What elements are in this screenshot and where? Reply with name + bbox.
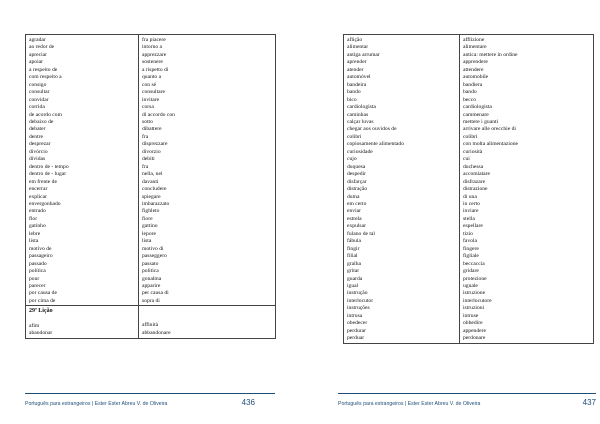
term-it: bandiera: [463, 81, 483, 88]
term-pt: caminhas: [347, 111, 369, 118]
term-it: interlocutore: [463, 297, 492, 304]
term-it: intruse: [463, 312, 479, 319]
term-it: spiegare: [142, 193, 161, 200]
table-row: [344, 35, 594, 344]
term-pt: atender: [347, 66, 364, 73]
term-it: quanto a: [142, 74, 162, 81]
term-pt: convidar: [29, 96, 49, 103]
term-it: attendere: [463, 66, 484, 73]
term-it: dibattere: [142, 126, 162, 133]
term-pt: instruções: [347, 305, 370, 312]
term-it: di una: [463, 193, 477, 200]
term-it: curiosità: [463, 148, 483, 155]
term-it: fra: [142, 133, 149, 140]
term-it: mettere i guanti: [463, 118, 499, 125]
term-pt: alimentar: [347, 44, 369, 51]
term-pt: interlocutor: [347, 297, 374, 304]
term-pt: aflição: [347, 37, 363, 43]
term-it: becco: [463, 96, 477, 103]
term-it: istruzione: [463, 290, 486, 297]
term-it: disfrazare: [463, 178, 486, 185]
term-pt: flor: [29, 215, 38, 222]
term-it: motivo di: [142, 245, 164, 252]
term-pt: ao redor de: [29, 44, 55, 51]
term-pt: bando: [347, 89, 361, 96]
term-pt: debaixo de: [29, 118, 54, 125]
term-pt: chegar aos ouvidos de: [347, 126, 397, 133]
term-it: gridare: [463, 268, 479, 275]
term-pt: instrução: [347, 290, 368, 297]
term-it: a rispetto di: [142, 66, 169, 73]
term-it: perdonare: [463, 335, 486, 342]
term-it: tizio: [463, 230, 473, 237]
term-pt: corrida: [29, 104, 45, 111]
term-it: sopra di: [142, 297, 160, 304]
term-pt: copiosamente alimentado: [347, 141, 405, 148]
term-pt: política: [29, 268, 46, 275]
term-it: apprendere: [463, 59, 488, 66]
term-pt: automóvel: [347, 74, 371, 81]
term-it: figliale: [463, 253, 479, 260]
term-pt: cujo: [347, 156, 357, 163]
term-pt: consultar: [29, 89, 50, 96]
term-pt: fingir: [347, 245, 360, 252]
term-it: protezione: [463, 275, 487, 282]
term-it: in certo: [463, 200, 480, 207]
term-pt: calçar luvas: [347, 118, 374, 125]
term-pt: motivo de: [29, 245, 52, 252]
term-pt: gatinho: [29, 223, 46, 230]
term-it: davanti: [142, 178, 159, 185]
term-pt: envergonhado: [29, 200, 61, 207]
page-footer: [25, 393, 275, 409]
term-pt: cardiologista: [347, 104, 376, 111]
term-pt: obedecer: [347, 320, 368, 327]
term-it: sostenere: [142, 59, 163, 66]
term-pt: em frente de: [29, 178, 57, 185]
lesson-cell-pt: [26, 306, 139, 338]
term-pt: divórcio: [29, 148, 48, 155]
term-it: cardiologista: [463, 104, 492, 111]
term-pt: guarda: [347, 275, 363, 282]
page-number: 437: [582, 398, 596, 407]
term-pt: perduar: [347, 335, 365, 342]
term-pt: disfarçar: [347, 178, 367, 185]
footer-text: Português para estrangeiros | Ester Ester Abreu V. de Oliveira: [338, 401, 481, 407]
term-it: favola: [463, 238, 477, 245]
term-pt: enviar: [347, 208, 361, 215]
term-it: invitare: [142, 96, 160, 103]
term-it: colibri: [463, 133, 478, 140]
term-it: antica: mettere in ordine: [463, 51, 518, 58]
term-it: uguale: [463, 282, 478, 289]
term-it: con molta alimentazione: [463, 141, 518, 148]
term-it: stella: [463, 215, 475, 222]
term-pt: passado: [29, 260, 47, 267]
portuguese-column: [26, 35, 139, 306]
term-it: bando: [463, 89, 477, 96]
term-it: per causa di: [142, 290, 169, 297]
term-it: fingere: [463, 245, 479, 252]
vocabulary-table-right: [343, 34, 594, 344]
term-it: distrazione: [463, 186, 488, 193]
term-pt: dentre: [29, 133, 43, 140]
term-pt: passageiro: [29, 253, 53, 260]
term-pt: encerrar: [29, 186, 48, 193]
term-it: duchessa: [463, 163, 484, 170]
term-pt: estrela: [347, 215, 362, 222]
term-it: concludere: [142, 186, 167, 193]
term-it: passato: [142, 260, 159, 267]
term-pt: apoiar: [29, 59, 43, 66]
term-pt: fábula: [347, 238, 361, 245]
term-pt: curiosidade: [347, 148, 373, 155]
term-pt: por causa de: [29, 290, 57, 297]
term-pt: perdurar: [347, 327, 366, 334]
term-pt: expulsar: [347, 223, 366, 230]
term-it: politica: [142, 268, 159, 275]
term-it: alimentare: [463, 44, 487, 51]
term-pt: lebre: [29, 230, 41, 237]
term-it: cammenare: [463, 111, 489, 118]
term-it: fiore: [142, 215, 153, 222]
term-pt: agradar: [29, 37, 46, 43]
table-row: [26, 306, 276, 338]
term-it: di accordo con: [142, 111, 175, 118]
term-it: imbarazzato: [142, 200, 170, 207]
term-it: beccaccia: [463, 260, 485, 267]
term-pt: antiga arrumar: [347, 51, 380, 58]
vocabulary-table-left: [25, 34, 276, 339]
term-pt: dívidas: [29, 156, 46, 163]
term-pt: gritar: [347, 268, 360, 275]
term-pt: parecer: [29, 282, 46, 289]
term-it: disprezzare: [142, 141, 168, 148]
term-it: inviare: [463, 208, 479, 215]
lesson-title: 29ª Lição: [29, 308, 53, 315]
term-it: obbedire: [463, 320, 483, 327]
term-pt: de acordo com: [29, 111, 62, 118]
term-pt: filial: [347, 253, 358, 260]
term-pt: apreciar: [29, 51, 48, 58]
term-it: gattino: [142, 223, 158, 230]
term-it: apparire: [142, 282, 161, 289]
term-it: debiti: [142, 156, 155, 163]
term-pt: entrado: [29, 208, 46, 215]
term-it: nella, nel: [142, 171, 163, 178]
right-page: [300, 0, 600, 424]
term-it: cui: [463, 156, 470, 163]
term-it: fra piacere: [142, 37, 166, 43]
term-it: sotto: [142, 118, 153, 125]
term-it: accomiatare: [463, 171, 491, 178]
term-pt: lista: [29, 238, 39, 245]
term-pt: igual: [347, 282, 359, 289]
term-pt: duma: [347, 193, 360, 200]
portuguese-column: [344, 35, 460, 344]
term-it: arrivare alle orecchie di: [463, 126, 516, 133]
term-pt: bandeira: [347, 81, 367, 88]
term-pt: despedir: [347, 171, 366, 178]
term-it: abbandonare: [142, 329, 171, 336]
table-row: [26, 35, 276, 306]
term-pt: com respeito a: [29, 74, 62, 81]
term-pt: consigo: [29, 81, 47, 88]
term-pt: bico: [347, 96, 357, 103]
term-it: istruzioni: [463, 305, 485, 312]
term-it: apprezzare: [142, 51, 167, 58]
term-it: fighleto: [142, 208, 160, 215]
term-it: espellare: [463, 223, 483, 230]
italian-column: [139, 35, 276, 306]
term-pt: aprender: [347, 59, 367, 66]
term-pt: explicar: [29, 193, 48, 200]
term-it: afflizione: [463, 37, 485, 43]
term-pt: abandonar: [29, 330, 53, 337]
term-pt: afim: [29, 322, 40, 329]
term-it: appendere: [463, 327, 486, 334]
term-pt: gralha: [347, 260, 361, 267]
lesson-cell-it: [139, 306, 276, 338]
page-footer: [338, 393, 596, 409]
term-it: consultare: [142, 89, 165, 96]
term-it: divorzio: [142, 148, 161, 155]
term-it: con sé: [142, 81, 157, 88]
term-pt: distração: [347, 186, 368, 193]
italian-column: [460, 35, 594, 344]
term-pt: dentro de - lugar: [29, 171, 67, 178]
term-pt: debater: [29, 126, 46, 133]
term-it: automobile: [463, 74, 489, 81]
term-it: corsa: [142, 104, 154, 111]
term-pt: fulano de tal: [347, 230, 375, 237]
term-it: affinità: [142, 322, 159, 329]
term-it: gonalma: [142, 275, 162, 282]
term-pt: em certo: [347, 200, 367, 207]
page-number: 436: [241, 398, 255, 407]
term-it: intorno a: [142, 44, 163, 51]
footer-text: Português para estrangeiros | Ester Ester Abreu V. de Oliveira: [25, 401, 168, 407]
term-pt: pour: [29, 275, 40, 282]
term-pt: desprezar: [29, 141, 51, 148]
term-it: fra: [142, 163, 149, 170]
term-pt: colibri: [347, 133, 362, 140]
term-pt: a respeito de: [29, 66, 58, 73]
term-it: passeggero: [142, 253, 167, 260]
term-pt: por cima de: [29, 297, 56, 304]
term-pt: duquesa: [347, 163, 366, 170]
term-pt: dentro de - tempo: [29, 163, 69, 170]
term-it: lista: [142, 238, 152, 245]
term-pt: intrusa: [347, 312, 363, 319]
term-it: lepore: [142, 230, 156, 237]
